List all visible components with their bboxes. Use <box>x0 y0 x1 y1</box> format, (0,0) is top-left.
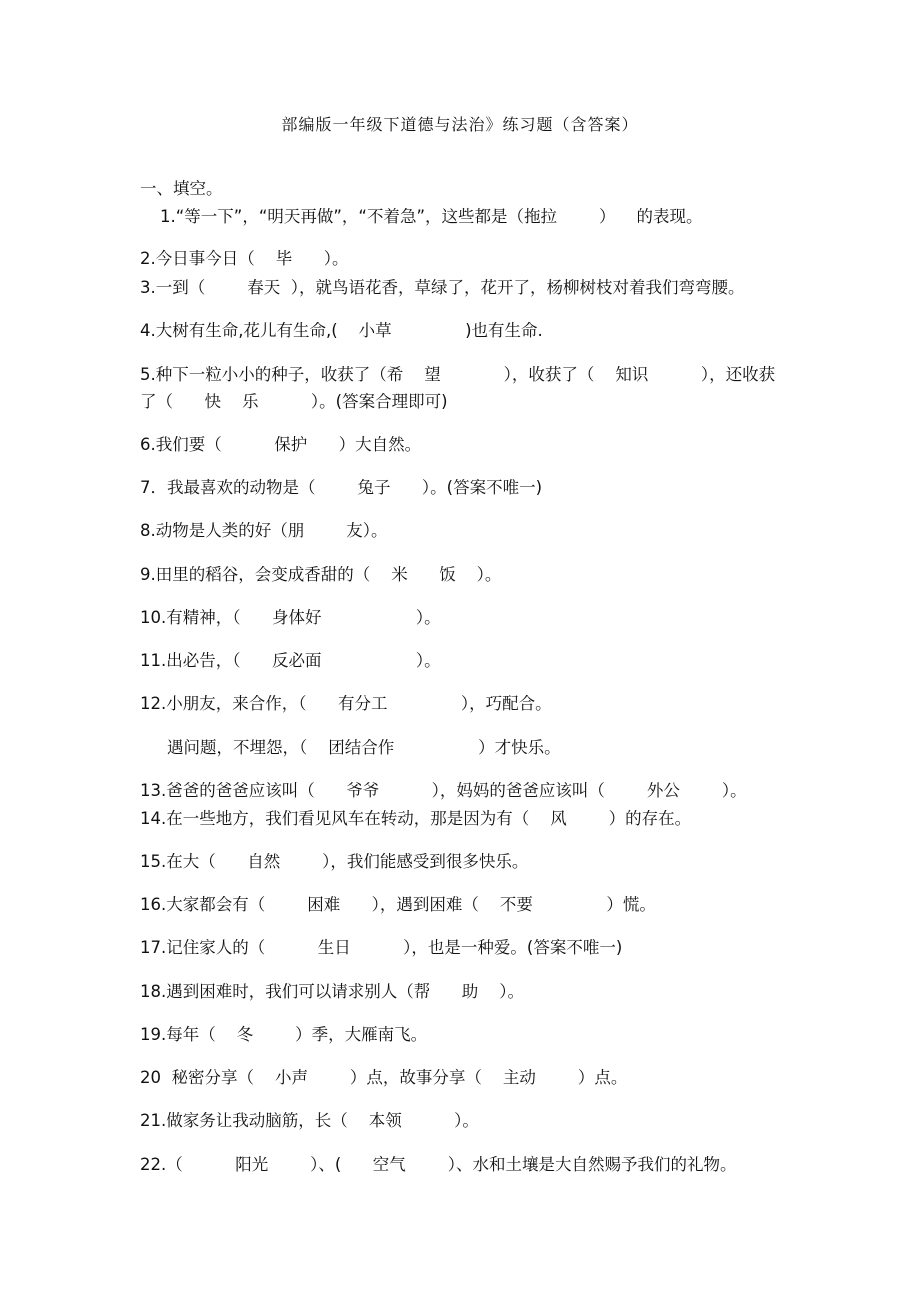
question-12-cont: 遇问题，不埋怨，（ 团结合作 ）才快乐。 <box>167 738 561 757</box>
question-22: 22.（ 阳光 ）、( 空气 ）、水和土壤是大自然赐予我们的礼物。 <box>140 1155 737 1174</box>
question-18: 18.遇到困难时，我们可以请求别人（帮 助 ）。 <box>140 982 524 1001</box>
question-6: 6.我们要（ 保护 ）大自然。 <box>140 435 422 454</box>
question-19: 19.每年（ 冬 ）季，大雁南飞。 <box>140 1025 428 1044</box>
question-11: 11.出必告，（ 反必面 ）。 <box>140 651 441 670</box>
question-13: 13.爸爸的爸爸应该叫（ 爷爷 ），妈妈的爸爸应该叫（ 外公 ）。 <box>140 781 747 800</box>
question-5-cont: 了（ 快 乐 ）。(答案合理即可) <box>140 392 448 411</box>
page-title: 部编版一年级下道德与法治》练习题（含答案） <box>281 115 639 134</box>
question-3: 3.一到（ 春天 ），就鸟语花香，草绿了，花开了，杨柳树枝对着我们弯弯腰。 <box>140 278 745 297</box>
question-5: 5.种下一粒小小的种子，收获了（希 望 ），收获了（ 知识 ），还收获 <box>140 365 776 384</box>
question-4: 4.大树有生命,花儿有生命,( 小草 )也有生命. <box>140 321 543 340</box>
question-7: 7．我最喜欢的动物是（ 兔子 ）。(答案不唯一) <box>140 478 543 497</box>
question-16: 16.大家都会有（ 困难 ），遇到困难（ 不要 ）慌。 <box>140 895 656 914</box>
question-2: 2.今日事今日（ 毕 ）。 <box>140 249 349 268</box>
question-14: 14.在一些地方，我们看见风车在转动，那是因为有（ 风 ）的存在。 <box>140 809 692 828</box>
question-10: 10.有精神，（ 身体好 ）。 <box>140 608 441 627</box>
question-17: 17.记住家人的（ 生日 ），也是一种爱。(答案不唯一) <box>140 938 623 957</box>
question-20: 20 秘密分享（ 小声 ）点，故事分享（ 主动 ）点。 <box>140 1068 628 1087</box>
section-heading: 一、填空。 <box>140 179 223 198</box>
question-15: 15.在大（ 自然 ），我们能感受到很多快乐。 <box>140 852 529 871</box>
question-21: 21.做家务让我动脑筋，长（ 本领 ）。 <box>140 1111 479 1130</box>
question-1: 1.“等一下”，“明天再做”，“不着急”，这些都是（拖拉 ） 的表现。 <box>160 207 703 226</box>
question-8: 8.动物是人类的好（朋 友）。 <box>140 521 388 540</box>
question-9: 9.田里的稻谷，会变成香甜的（ 米 饭 ）。 <box>140 565 502 584</box>
question-12: 12.小朋友，来合作，（ 有分工 ），巧配合。 <box>140 694 552 713</box>
